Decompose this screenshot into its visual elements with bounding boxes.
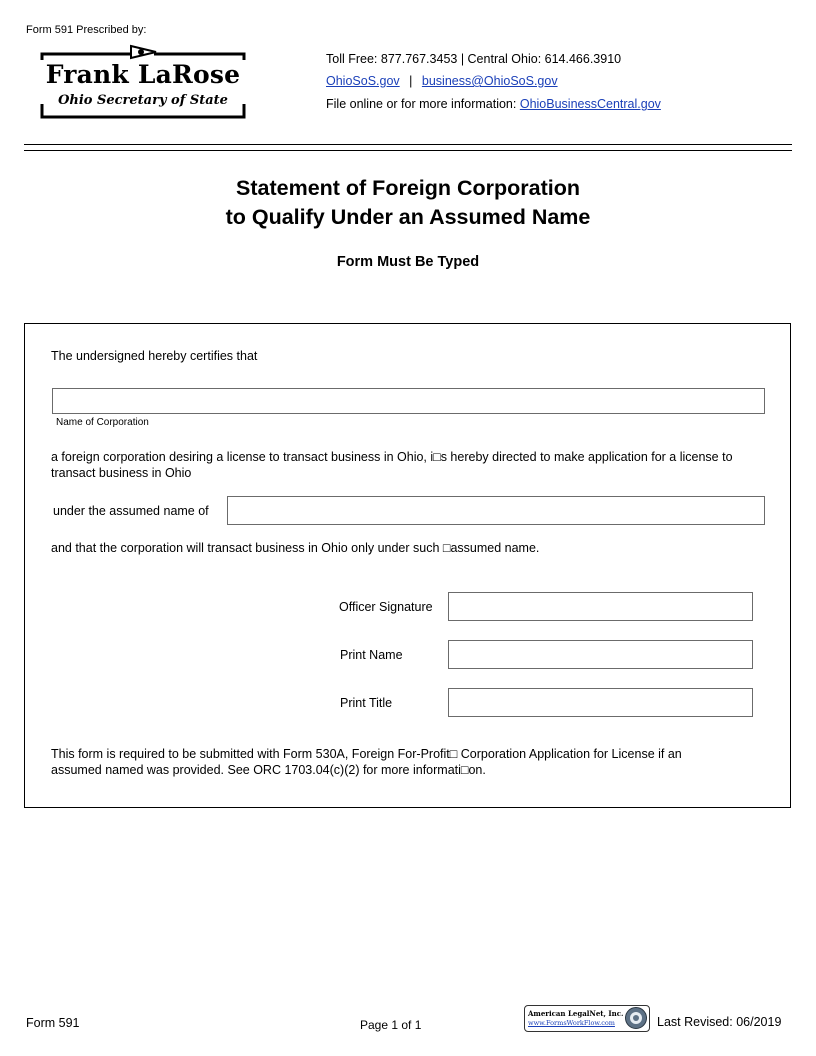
footer-form-number: Form 591 — [26, 1016, 80, 1030]
print-title-input[interactable] — [448, 688, 753, 717]
certifies-text: The undersigned hereby certifies that — [51, 349, 258, 363]
assumed-name-input[interactable] — [227, 496, 765, 525]
badge-url: www.FormsWorkFlow.com — [528, 1019, 615, 1027]
corporation-name-input[interactable] — [52, 388, 765, 414]
phone-numbers: Toll Free: 877.767.3453 | Central Ohio: 614.466.3910 — [326, 52, 622, 66]
link-separator: | — [409, 74, 413, 88]
form-subtitle: Form Must Be Typed — [336, 254, 480, 270]
globe-icon — [624, 1006, 648, 1030]
website-link[interactable]: OhioSoS.gov — [326, 74, 400, 88]
footer-page-number: Page 1 of 1 — [360, 1018, 422, 1032]
print-title-label: Print Title — [340, 696, 393, 710]
email-link[interactable]: business@OhioSoS.gov — [421, 74, 558, 88]
prescribed-by-label: Form 591 Prescribed by: — [26, 24, 147, 36]
business-central-link[interactable]: OhioBusinessCentral.gov — [519, 97, 661, 111]
badge-company: American LegalNet, Inc. — [528, 1009, 624, 1018]
contact-links — [326, 74, 558, 88]
logo-subtitle: Ohio Secretary of State — [58, 93, 228, 108]
note-line-2: assumed named was provided. See ORC 1703.04(c)(2) for more informati□on. — [51, 763, 486, 777]
form-title-line2: to Qualify Under an Assumed Name — [225, 205, 591, 229]
form-title-line1: Statement of Foreign Corporation — [236, 176, 580, 200]
print-name-input[interactable] — [448, 640, 753, 669]
foreign-corporation-text: a foreign corporation desiring a license to transact business in Ohio, i□s hereby directed to make application for a license to transact business in Ohio — [51, 450, 733, 480]
officer-signature-input[interactable] — [448, 592, 753, 621]
note-line-1: This form is required to be submitted with Form 530A, Foreign For-Profit□ Corporation Application for License if an — [51, 747, 682, 761]
print-name-label: Print Name — [340, 648, 403, 662]
assumed-name-label: under the assumed name of — [53, 504, 209, 518]
header-divider-top — [24, 144, 792, 145]
logo-name: Frank LaRose — [45, 60, 241, 89]
footer-last-revised: Last Revised: 06/2019 — [657, 1015, 782, 1029]
corporation-name-label: Name of Corporation — [56, 417, 149, 428]
header-divider-bottom — [24, 150, 792, 151]
file-online-text: File online or for more information: — [326, 97, 520, 111]
file-online-line — [326, 97, 661, 111]
officer-signature-label: Officer Signature — [339, 600, 433, 614]
transact-text: and that the corporation will transact business in Ohio only under such □assumed name. — [51, 541, 540, 555]
